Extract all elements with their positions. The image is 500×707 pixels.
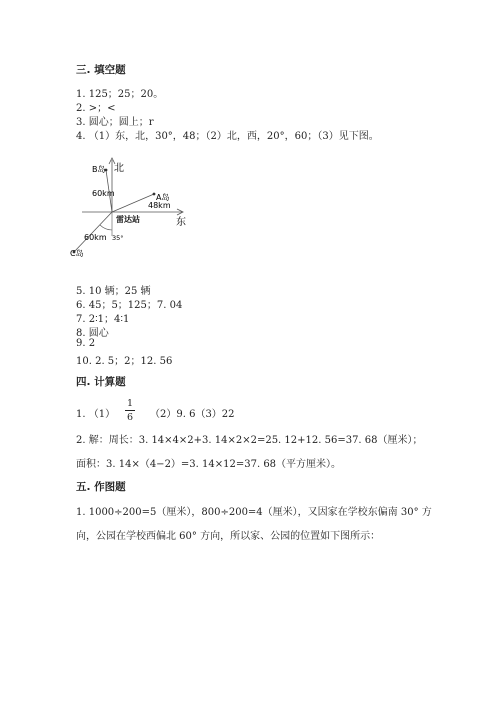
calc-q2-line1: 2. 解：周长：3. 14×4×2+3. 14×2×2=25. 12+12. 56=37. 68（厘米）； [76, 435, 423, 446]
section-heading-calculation: 四. 计算题 [76, 376, 126, 388]
angle-label: 35° [112, 234, 124, 242]
line-to-c [74, 212, 112, 252]
point-b-label: B岛 [92, 165, 106, 174]
section-heading-fill-blank: 三. 填空题 [76, 64, 126, 76]
fraction-one-sixth [125, 398, 135, 423]
fraction-numerator: 1 [126, 398, 134, 409]
answer-line-9: 9. 2 [76, 338, 96, 349]
point-a [153, 193, 156, 196]
radar-station-diagram [70, 156, 194, 268]
point-c-label: C岛 [70, 249, 84, 258]
drawing-answer-line1: 1. 1000÷200=5（厘米），800÷200=4（厘米），又因家在学校东偏南 30° 方 [76, 507, 432, 518]
answer-line-6: 6. 45；5；125；7. 04 [76, 300, 183, 311]
answer-line-7: 7. 2∶1；4∶1 [76, 314, 130, 325]
answer-line-4: 4. （1）东，北，30°，48；（2）北，西，20°，60；（3）见下图。 [76, 131, 379, 142]
angle-arc [100, 225, 112, 230]
calc-q1-suffix: （2）9. 6（3）22 [150, 409, 235, 420]
fraction-denominator: 6 [126, 412, 134, 423]
distance-a-label: 48km [148, 201, 171, 210]
east-label: 东 [176, 217, 186, 228]
answer-line-1: 1. 125；25；20。 [76, 89, 164, 100]
answer-line-3: 3. 圆心；圆上；r [76, 117, 154, 128]
section-heading-drawing: 五. 作图题 [76, 481, 126, 493]
distance-c-label: 60km [84, 233, 107, 242]
calc-q2-line2: 面积：3. 14×（4−2）=3. 14×12=37. 68（平方厘米）。 [76, 459, 342, 470]
answer-line-10: 10. 2. 5；2；12. 56 [76, 356, 173, 367]
point-a-label: A岛 [156, 193, 170, 202]
distance-b-label: 60km [92, 189, 115, 198]
calc-q1-prefix: 1. （1） [76, 409, 116, 420]
radar-station-label: 雷达站 [116, 215, 140, 224]
drawing-answer-line2: 向，公园在学校西偏北 60° 方向，所以家、公园的位置如下图所示： [76, 531, 381, 542]
north-label: 北 [114, 163, 124, 174]
answer-line-2: 2. >；< [76, 103, 116, 114]
answer-line-5: 5. 10 辆；25 辆 [76, 286, 151, 297]
fraction-bar [125, 410, 135, 411]
answer-line-8: 8. 圆心 [76, 328, 109, 339]
